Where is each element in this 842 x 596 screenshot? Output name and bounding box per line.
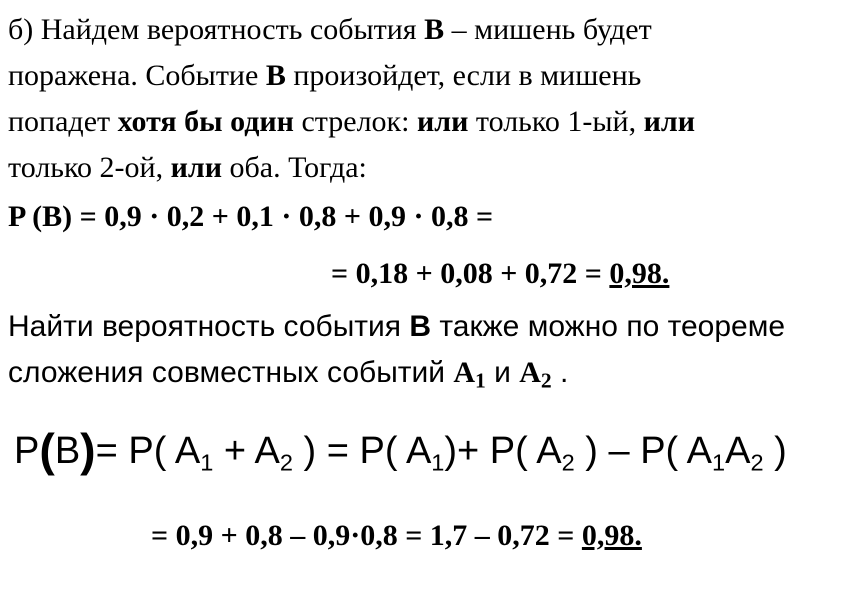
subscript: 1 <box>431 449 445 476</box>
event-letter: A <box>519 356 541 389</box>
text: стрелок: <box>293 105 417 138</box>
text: произойдет, если в мишень <box>285 59 642 92</box>
emphasis: или <box>416 105 469 138</box>
event-letter: A <box>453 356 476 389</box>
formula-part: = P( A <box>95 430 201 473</box>
paragraph-line-3 <box>8 104 695 140</box>
paragraph2-line-2 <box>8 355 568 391</box>
formula-part: + A <box>213 430 280 473</box>
paragraph2-line-1 <box>8 309 785 345</box>
formula-part: A <box>725 430 751 473</box>
formula-part: )+ P( A <box>444 430 562 473</box>
paragraph-line-1 <box>8 12 652 48</box>
calc-result: 0,98. <box>609 257 670 290</box>
emphasis: хотя бы один <box>117 105 294 138</box>
formula-p: P <box>14 430 40 473</box>
text: только 1-ый, <box>468 105 644 138</box>
text: только 2-ой, <box>8 151 171 184</box>
formula-b: B <box>54 430 81 473</box>
event-a2 <box>519 356 552 393</box>
formula-part: ) – P( A <box>574 430 713 473</box>
event-b: В <box>424 13 445 46</box>
text: Найти вероятность события <box>8 310 410 343</box>
close-paren: ) <box>80 424 96 476</box>
event-b: В <box>409 310 432 343</box>
paragraph-line-2 <box>8 58 641 94</box>
text: поражена. Событие <box>8 59 266 92</box>
formula-part: ) <box>763 430 787 473</box>
calculation-line-2 <box>331 256 669 292</box>
text: попадет <box>8 105 118 138</box>
addition-formula <box>14 424 787 476</box>
emphasis: или <box>643 105 696 138</box>
text: оба. Тогда: <box>221 151 367 184</box>
final-calculation <box>151 518 642 554</box>
subscript: 1 <box>200 449 214 476</box>
final-result: 0,98. <box>581 519 642 552</box>
open-paren: ( <box>39 424 55 476</box>
calc-text: = 0,18 + 0,08 + 0,72 = <box>331 257 610 290</box>
subscript: 2 <box>540 368 552 393</box>
subscript: 2 <box>279 449 293 476</box>
text: и <box>485 356 520 389</box>
subscript: 2 <box>561 449 575 476</box>
text: сложения совместных событий <box>8 356 454 389</box>
emphasis: или <box>170 151 222 184</box>
subscript: 1 <box>712 449 726 476</box>
calculation-line-1: P (B) = 0,9 · 0,2 + 0,1 · 0,8 + 0,9 · 0,8 = <box>8 200 494 233</box>
calc-text: = 0,9 + 0,8 – 0,9·0,8 = 1,7 – 0,72 = <box>151 519 582 552</box>
text: – мишень будет <box>444 13 652 46</box>
text: . <box>551 356 569 389</box>
event-b: В <box>265 59 286 92</box>
subscript: 2 <box>750 449 764 476</box>
event-a1 <box>453 356 486 393</box>
text: б) Найдем вероятность события <box>8 13 425 46</box>
formula-part: ) = P( A <box>292 430 432 473</box>
subscript: 1 <box>475 368 486 393</box>
paragraph-line-4 <box>8 150 367 186</box>
text: также можно по теореме <box>431 310 786 343</box>
